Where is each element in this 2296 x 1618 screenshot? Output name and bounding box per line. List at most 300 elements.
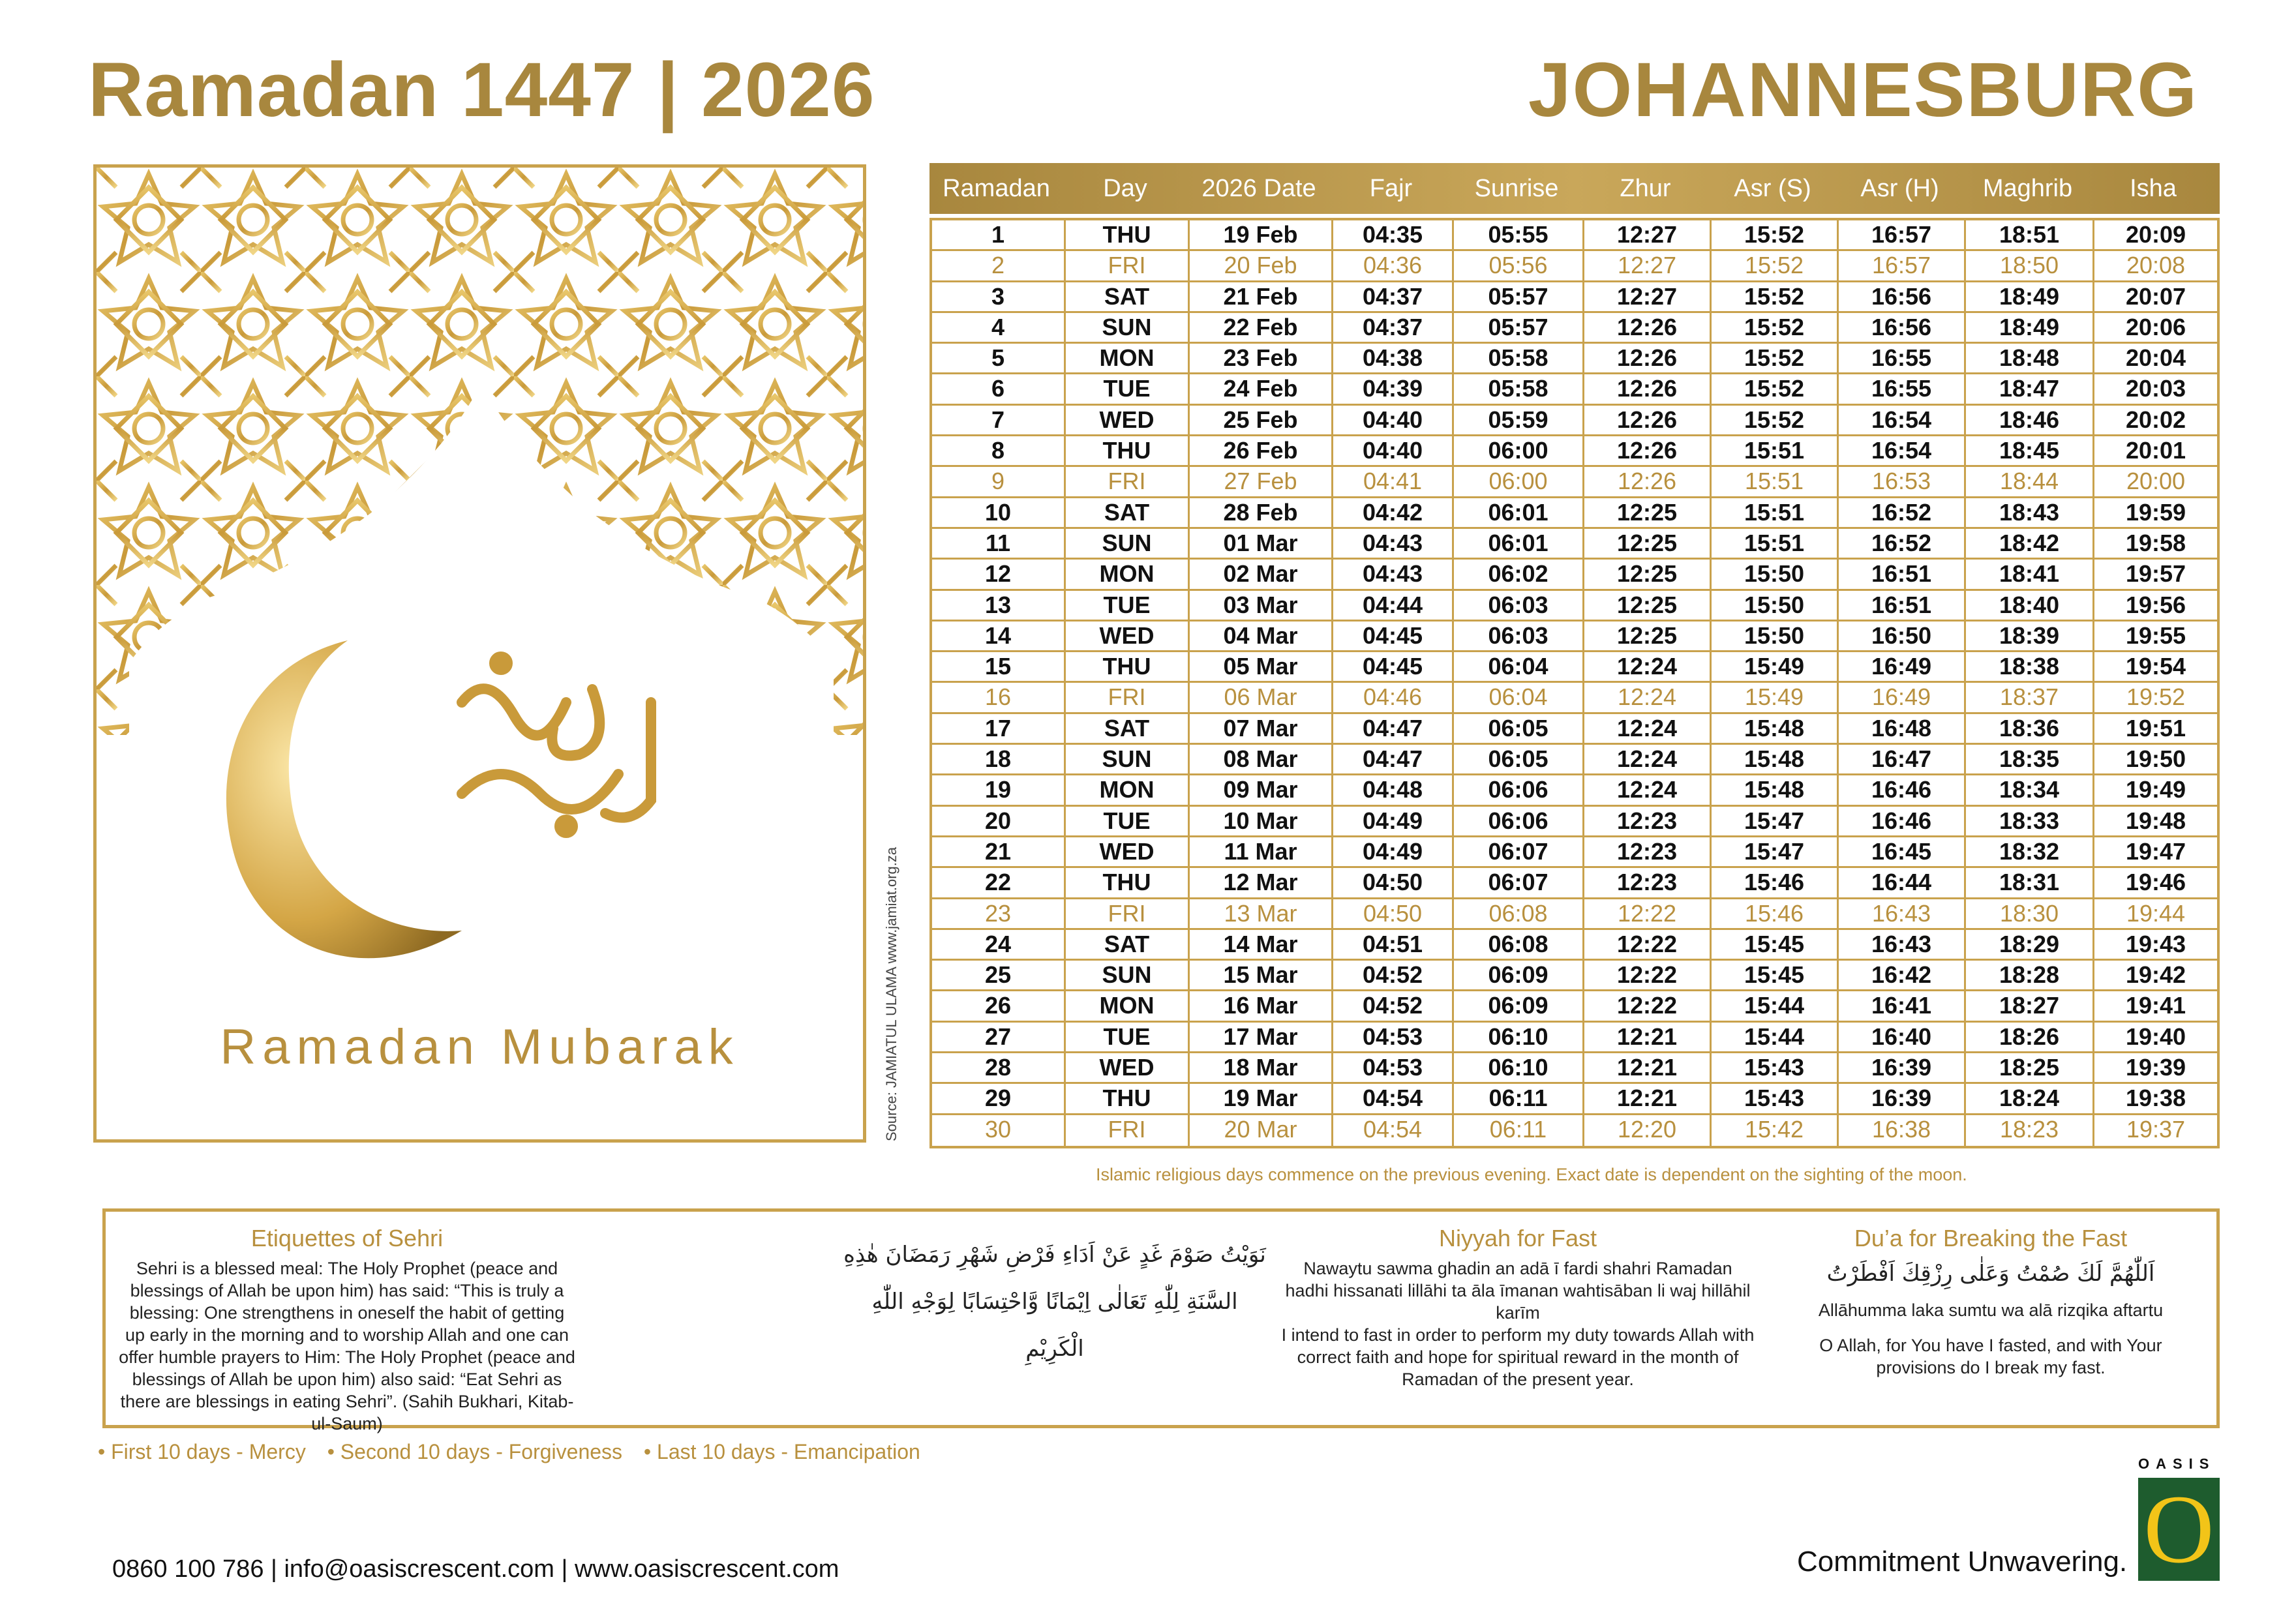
table-cell: 18:50	[1966, 251, 2094, 280]
table-cell: 19:47	[2125, 837, 2186, 865]
sehri-title: Etiquettes of Sehri	[250, 1225, 444, 1251]
table-cell: 09 Mar	[1190, 775, 1333, 804]
table-cell: 16:46	[1839, 775, 1966, 804]
table-cell: 15:50	[1712, 560, 1839, 588]
col-sunrise: Sunrise	[1474, 174, 1559, 202]
table-cell: 15:52	[1712, 313, 1839, 342]
table-cell: 04:40	[1333, 406, 1454, 434]
table-cell: 19:42	[2125, 961, 2186, 989]
table-row	[932, 313, 2217, 344]
table-cell: 06:04	[1454, 683, 1584, 712]
table-cell: 12:21	[1584, 1023, 1712, 1051]
geometric-pattern-graphic	[97, 168, 863, 1139]
table-cell: 18:51	[1966, 220, 2094, 249]
table-cell: 16:54	[1839, 406, 1966, 434]
table-cell: 02 Mar	[1190, 560, 1333, 588]
table-cell: 19:43	[2125, 930, 2186, 957]
table-cell: 9	[932, 467, 1066, 496]
table-cell: TUE	[1066, 807, 1190, 835]
table-cell: 06:02	[1454, 560, 1584, 588]
table-cell: 18:40	[1966, 591, 2094, 620]
table-row	[932, 837, 2217, 868]
table-cell: 15:43	[1712, 1053, 1839, 1082]
table-cell: 04:49	[1333, 837, 1454, 866]
table-cell: 12:26	[1584, 467, 1712, 496]
table-cell: 16:57	[1839, 251, 1966, 280]
table-cell: 12:26	[1584, 406, 1712, 434]
table-cell: 15:44	[1712, 991, 1839, 1020]
table-cell: THU	[1066, 220, 1190, 249]
table-cell: 18:26	[1966, 1023, 2094, 1051]
table-cell: 29	[932, 1084, 1066, 1113]
col-isha: Isha	[2130, 174, 2177, 202]
niyyah-translit: Nawaytu sawma ghadin an adā ī fardi shahri Ramadan hadhi hissanati lillāhi ta āla īmanan wahtisāban li waj hillāhil karīm	[1285, 1259, 1751, 1323]
dua-english: O Allah, for You have I fasted, and with Your provisions do I break my fast.	[1819, 1336, 2162, 1377]
table-cell: 04:35	[1333, 220, 1454, 249]
col-maghrib: Maghrib	[1982, 174, 2073, 202]
table-cell: 19:52	[2126, 683, 2186, 711]
table-cell: 18:25	[1966, 1053, 2094, 1082]
table-cell: SAT	[1066, 714, 1190, 743]
contact-info: 0860 100 786 | info@oasiscrescent.com | www.oasiscrescent.com	[112, 1555, 839, 1583]
table-cell: 18 Mar	[1190, 1053, 1333, 1082]
table-cell: 01 Mar	[1190, 529, 1333, 558]
table-cell: 12:20	[1584, 1115, 1712, 1146]
table-cell: 04:54	[1333, 1115, 1454, 1146]
table-cell: 04:45	[1333, 622, 1454, 650]
table-cell: 16:49	[1839, 652, 1966, 681]
table-cell: 16:50	[1839, 622, 1966, 650]
table-cell: 19:37	[2126, 1115, 2186, 1143]
page-title: Ramadan 1447 | 2026	[88, 47, 875, 133]
brand-name: OASIS	[2138, 1456, 2216, 1472]
table-cell: SAT	[1066, 282, 1190, 311]
table-cell: 19:50	[2125, 745, 2186, 773]
table-row	[932, 374, 2217, 405]
table-row	[932, 775, 2217, 806]
table-row	[932, 251, 2217, 282]
table-cell: 12:24	[1584, 714, 1712, 743]
table-row	[932, 467, 2217, 498]
table-row	[932, 1053, 2217, 1084]
table-cell: 20	[932, 807, 1066, 835]
table-cell: 18:34	[1966, 775, 2094, 804]
col-date: 2026 Date	[1201, 174, 1316, 202]
table-cell: 15:52	[1712, 374, 1839, 403]
table-cell: TUE	[1066, 1023, 1190, 1051]
table-cell: 19:46	[2125, 869, 2186, 896]
table-cell: 20:06	[2125, 313, 2186, 340]
table-cell: 24 Feb	[1190, 374, 1333, 403]
table-cell: 18	[932, 745, 1066, 773]
table-cell: 16:55	[1839, 374, 1966, 403]
table-cell: 13	[932, 591, 1066, 620]
table-cell: 15:52	[1712, 282, 1839, 311]
moon-sighting-note: Islamic religious days commence on the previous evening. Exact date is dependent on the sighting of the moon.	[1096, 1165, 1967, 1184]
table-cell: 28	[932, 1053, 1066, 1082]
table-row	[932, 807, 2217, 837]
table-cell: 18:23	[1966, 1115, 2094, 1146]
table-cell: 5	[932, 344, 1066, 372]
table-cell: 05:56	[1454, 251, 1584, 280]
table-cell: 15:47	[1712, 807, 1839, 835]
table-cell: 20:03	[2125, 375, 2186, 402]
table-cell: 11 Mar	[1190, 837, 1333, 866]
table-cell: 18:27	[1966, 991, 2094, 1020]
table-cell: 22 Feb	[1190, 313, 1333, 342]
table-cell: 18:37	[1966, 683, 2094, 712]
table-cell: 15:51	[1712, 467, 1839, 496]
table-cell: 18:47	[1966, 374, 2094, 403]
table-cell: SAT	[1066, 498, 1190, 527]
table-cell: 12:27	[1584, 282, 1712, 311]
table-cell: 06:11	[1454, 1084, 1584, 1113]
table-row	[932, 344, 2217, 374]
table-cell: 15:42	[1712, 1115, 1839, 1146]
table-cell: 18:33	[1966, 807, 2094, 835]
table-cell: 19:41	[2125, 992, 2186, 1019]
table-cell: 12:22	[1584, 991, 1712, 1020]
table-cell: 25 Feb	[1190, 406, 1333, 434]
table-cell: 12 Mar	[1190, 868, 1333, 897]
table-cell: 30	[932, 1115, 1066, 1146]
niyyah-arabic-text: نَوَيْتُ صَوْمَ غَدٍ عَنْ اَدَاءِ فَرْضِ شَهْرِ رَمَضَانَ هٰذِهِ السَّنَةِ لِلّٰهِ تَعَالٰى اِيْمَانًا وَّاحْتِسَابًا لِوَجْهِ اللّٰهِ الْكَرِيْمِ	[843, 1242, 1266, 1362]
table-cell: TUE	[1066, 374, 1190, 403]
table-cell: 12:22	[1584, 930, 1712, 959]
table-cell: 12:25	[1584, 560, 1712, 588]
table-row	[932, 436, 2217, 467]
table-cell: WED	[1066, 622, 1190, 650]
table-cell: 15:46	[1712, 868, 1839, 897]
table-cell: 16:45	[1839, 837, 1966, 866]
table-cell: 05:57	[1454, 313, 1584, 342]
table-cell: 19:48	[2125, 807, 2186, 834]
table-cell: 15 Mar	[1190, 961, 1333, 989]
table-cell: 12:25	[1584, 591, 1712, 620]
table-cell: 12:22	[1584, 899, 1712, 928]
table-cell: FRI	[1066, 251, 1190, 280]
ramadan-mubarak-text: Ramadan Mubarak	[220, 1019, 740, 1075]
table-cell: 16:43	[1839, 899, 1966, 928]
table-cell: 04:42	[1333, 498, 1454, 527]
dua-title: Du’a for Breaking the Fast	[1854, 1225, 2128, 1251]
table-row	[932, 1023, 2217, 1053]
table-cell: 05:55	[1454, 220, 1584, 249]
table-cell: 04:54	[1333, 1084, 1454, 1113]
table-cell: 19:55	[2125, 622, 2186, 649]
table-cell: 18:49	[1966, 282, 2094, 311]
table-cell: 20:02	[2125, 406, 2186, 433]
table-cell: MON	[1066, 344, 1190, 372]
table-cell: 15:52	[1712, 251, 1839, 280]
niyyah-title: Niyyah for Fast	[1438, 1225, 1597, 1251]
table-cell: 10 Mar	[1190, 807, 1333, 835]
table-cell: 16:41	[1839, 991, 1966, 1020]
table-cell: 16:57	[1839, 220, 1966, 249]
table-cell: 21 Feb	[1190, 282, 1333, 311]
table-cell: 12:25	[1584, 622, 1712, 650]
crescent-moon-icon	[226, 640, 462, 958]
table-cell: 21	[932, 837, 1066, 866]
arabic-niyyah-section	[843, 1231, 1267, 1372]
table-cell: 6	[932, 374, 1066, 403]
table-cell: 20:00	[2126, 468, 2186, 495]
table-cell: 18:29	[1966, 930, 2094, 959]
col-day: Day	[1103, 174, 1147, 202]
table-cell: 13 Mar	[1190, 899, 1333, 928]
table-cell: 16:52	[1839, 498, 1966, 527]
table-cell: 4	[932, 313, 1066, 342]
table-cell: 15:48	[1712, 745, 1839, 773]
table-cell: 05:59	[1454, 406, 1584, 434]
col-zhur: Zhur	[1620, 174, 1671, 202]
table-cell: 15:52	[1712, 220, 1839, 249]
table-cell: TUE	[1066, 591, 1190, 620]
table-cell: 12:26	[1584, 313, 1712, 342]
ten-days-legend	[98, 1440, 936, 1464]
table-cell: 15:47	[1712, 837, 1839, 866]
table-cell: 06 Mar	[1190, 683, 1333, 712]
table-cell: 04:37	[1333, 282, 1454, 311]
niyyah-section	[1280, 1225, 1756, 1390]
table-cell: 19 Mar	[1190, 1084, 1333, 1113]
table-cell: 26 Feb	[1190, 436, 1333, 465]
table-cell: THU	[1066, 436, 1190, 465]
table-cell: 16:53	[1839, 467, 1966, 496]
table-cell: 12:23	[1584, 807, 1712, 835]
table-cell: 19:57	[2125, 560, 2186, 588]
table-row	[932, 868, 2217, 899]
city-title: JOHANNESBURG	[1528, 47, 2198, 133]
table-row	[932, 406, 2217, 436]
table-cell: 06:05	[1454, 714, 1584, 743]
table-cell: 04:52	[1333, 961, 1454, 989]
table-row	[932, 591, 2217, 622]
table-cell: 03 Mar	[1190, 591, 1333, 620]
table-cell: 20 Feb	[1190, 251, 1333, 280]
table-row	[932, 622, 2217, 652]
table-cell: 19:44	[2126, 899, 2186, 927]
dua-arabic: اَللّٰهُمَّ لَكَ صُمْتُ وَعَلٰى رِزْقِكَ اَفْطَرْتُ	[1826, 1261, 2155, 1287]
table-row	[932, 930, 2217, 961]
table-cell: 16:48	[1839, 714, 1966, 743]
info-box	[102, 1208, 2220, 1433]
table-cell: SUN	[1066, 529, 1190, 558]
table-cell: 12:27	[1584, 220, 1712, 249]
table-cell: 16:52	[1839, 529, 1966, 558]
table-cell: 04:36	[1333, 251, 1454, 280]
col-fajr: Fajr	[1369, 174, 1413, 202]
table-cell: 04:41	[1333, 467, 1454, 496]
table-cell: WED	[1066, 837, 1190, 866]
table-cell: 04:50	[1333, 899, 1454, 928]
table-cell: 15:44	[1712, 1023, 1839, 1051]
table-row	[932, 683, 2217, 713]
table-cell: 12:24	[1584, 683, 1712, 712]
table-cell: 3	[932, 282, 1066, 311]
table-cell: 04:43	[1333, 560, 1454, 588]
table-cell: 06:08	[1454, 899, 1584, 928]
table-cell: 19:49	[2125, 776, 2186, 803]
table-cell: 12:21	[1584, 1053, 1712, 1082]
table-cell: 04:50	[1333, 868, 1454, 897]
table-cell: 20:08	[2126, 252, 2186, 279]
table-cell: 06:00	[1454, 436, 1584, 465]
table-row	[932, 282, 2217, 313]
table-cell: 16:56	[1839, 313, 1966, 342]
niyyah-english: I intend to fast in order to perform my duty towards Allah with correct faith and hope for spiritual reward in the month of Ramadan of the present year.	[1281, 1325, 1755, 1389]
table-cell: 07 Mar	[1190, 714, 1333, 743]
table-cell: 20:09	[2125, 221, 2186, 248]
table-cell: 20:01	[2125, 437, 2186, 464]
table-cell: 19:54	[2125, 653, 2186, 680]
table-cell: 08 Mar	[1190, 745, 1333, 773]
table-cell: 12:23	[1584, 868, 1712, 897]
table-cell: 15:48	[1712, 714, 1839, 743]
table-cell: 04:49	[1333, 807, 1454, 835]
table-cell: 04:53	[1333, 1053, 1454, 1082]
table-cell: 16:46	[1839, 807, 1966, 835]
table-cell: 12	[932, 560, 1066, 588]
table-cell: 06:03	[1454, 622, 1584, 650]
table-row	[932, 714, 2217, 745]
table-cell: 16	[932, 683, 1066, 712]
logo-letter: O	[2143, 1475, 2214, 1583]
table-cell: 12:23	[1584, 837, 1712, 866]
table-cell: 04 Mar	[1190, 622, 1333, 650]
table-cell: WED	[1066, 406, 1190, 434]
table-cell: 17 Mar	[1190, 1023, 1333, 1051]
table-cell: 15:52	[1712, 406, 1839, 434]
table-cell: FRI	[1066, 467, 1190, 496]
table-cell: 15:46	[1712, 899, 1839, 928]
table-cell: 18:45	[1966, 436, 2094, 465]
table-cell: 16:56	[1839, 282, 1966, 311]
table-cell: 20:04	[2125, 344, 2186, 372]
table-cell: SAT	[1066, 930, 1190, 959]
table-cell: 15	[932, 652, 1066, 681]
table-cell: 18:48	[1966, 344, 2094, 372]
table-cell: 17	[932, 714, 1066, 743]
table-cell: 19:56	[2125, 591, 2186, 618]
table-cell: 15:43	[1712, 1084, 1839, 1113]
table-cell: 16:44	[1839, 868, 1966, 897]
table-cell: 16:42	[1839, 961, 1966, 989]
table-cell: 27 Feb	[1190, 467, 1333, 496]
table-cell: 15:50	[1712, 622, 1839, 650]
table-cell: 04:39	[1333, 374, 1454, 403]
table-cell: 18:49	[1966, 313, 2094, 342]
table-cell: 06:00	[1454, 467, 1584, 496]
table-cell: 12:24	[1584, 745, 1712, 773]
table-cell: 16 Mar	[1190, 991, 1333, 1020]
table-row	[932, 529, 2217, 560]
table-cell: 18:39	[1966, 622, 2094, 650]
table-cell: 11	[932, 529, 1066, 558]
table-row	[932, 220, 2217, 251]
table-cell: 2	[932, 251, 1066, 280]
table-cell: 06:10	[1454, 1023, 1584, 1051]
table-row	[932, 991, 2217, 1022]
table-cell: 04:47	[1333, 714, 1454, 743]
table-cell: 12:27	[1584, 251, 1712, 280]
table-cell: 18:46	[1966, 406, 2094, 434]
tenth-emancipation: • Last 10 days - Emancipation	[643, 1440, 920, 1463]
table-cell: 04:53	[1333, 1023, 1454, 1051]
timetable-body	[929, 218, 2220, 1148]
table-cell: 15:48	[1712, 775, 1839, 804]
sehri-text: Sehri is a blessed meal: The Holy Prophet (peace and blessings of Allah be upon him) has said: “This is truly a blessing: One strengthens in oneself the habit of getting up early in the morning and to worship Allah and one can offer humble prayers to Him: The Holy Prophet (peace and blessings of Allah be upon him) also said: “Eat Sehri as there are blessings in eating Sehri”. (Sahih Bukhari, Kitab-ul-Saum)	[119, 1259, 575, 1433]
table-cell: 06:08	[1454, 930, 1584, 959]
table-cell: 04:37	[1333, 313, 1454, 342]
table-row	[932, 1115, 2217, 1146]
table-cell: 04:40	[1333, 436, 1454, 465]
table-cell: FRI	[1066, 899, 1190, 928]
table-cell: 12:26	[1584, 374, 1712, 403]
table-cell: 26	[932, 991, 1066, 1020]
table-cell: 06:11	[1454, 1115, 1584, 1146]
table-row	[932, 498, 2217, 529]
table-cell: 04:44	[1333, 591, 1454, 620]
table-cell: THU	[1066, 868, 1190, 897]
col-ramadan: Ramadan	[943, 174, 1050, 202]
table-cell: 16:54	[1839, 436, 1966, 465]
table-cell: 04:38	[1333, 344, 1454, 372]
table-cell: 12:26	[1584, 436, 1712, 465]
table-cell: 15:45	[1712, 961, 1839, 989]
table-cell: 15:51	[1712, 498, 1839, 527]
col-asr-h: Asr (H)	[1860, 174, 1939, 202]
table-cell: 16:38	[1839, 1115, 1966, 1146]
table-cell: 15:49	[1712, 652, 1839, 681]
table-cell: MON	[1066, 560, 1190, 588]
table-cell: SUN	[1066, 745, 1190, 773]
table-cell: WED	[1066, 1053, 1190, 1082]
table-cell: 18:41	[1966, 560, 2094, 588]
table-cell: 24	[932, 930, 1066, 959]
col-asr-s: Asr (S)	[1734, 174, 1811, 202]
table-row	[932, 560, 2217, 590]
table-cell: 15:45	[1712, 930, 1839, 959]
table-cell: 04:48	[1333, 775, 1454, 804]
table-cell: 06:05	[1454, 745, 1584, 773]
table-cell: 20:07	[2125, 282, 2186, 310]
table-cell: 19:38	[2125, 1085, 2186, 1112]
table-cell: 16:51	[1839, 591, 1966, 620]
tenth-forgiveness: • Second 10 days - Forgiveness	[327, 1440, 623, 1463]
table-cell: 15:50	[1712, 591, 1839, 620]
table-cell: 14 Mar	[1190, 930, 1333, 959]
table-cell: 06:01	[1454, 498, 1584, 527]
table-cell: 15:49	[1712, 683, 1839, 712]
table-cell: 06:06	[1454, 807, 1584, 835]
table-cell: 18:28	[1966, 961, 2094, 989]
table-row	[932, 1084, 2217, 1115]
table-cell: 15:51	[1712, 529, 1839, 558]
table-cell: 04:45	[1333, 652, 1454, 681]
table-cell: SUN	[1066, 961, 1190, 989]
table-cell: 12:25	[1584, 498, 1712, 527]
table-cell: 18:43	[1966, 498, 2094, 527]
table-cell: 18:24	[1966, 1084, 2094, 1113]
table-cell: 04:43	[1333, 529, 1454, 558]
table-row	[932, 745, 2217, 775]
decorative-art-panel	[93, 164, 866, 1143]
table-cell: 23	[932, 899, 1066, 928]
table-cell: 04:47	[1333, 745, 1454, 773]
table-cell: 05:57	[1454, 282, 1584, 311]
table-cell: 06:07	[1454, 837, 1584, 866]
